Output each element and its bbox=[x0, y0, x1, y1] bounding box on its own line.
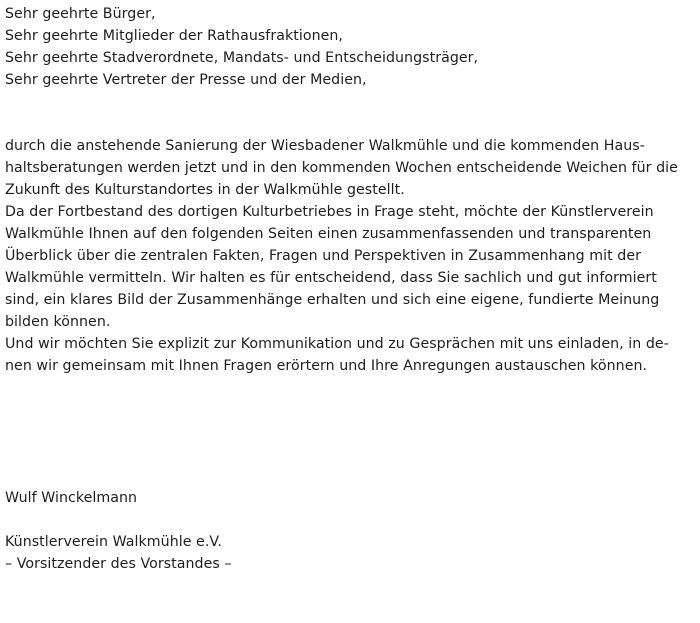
salutation-line: Sehr geehrte Bürger, bbox=[5, 6, 156, 22]
body-line: Walkmühle vermitteln. Wir halten es für entscheidend, dass Sie sachlich und gut informiert bbox=[5, 270, 657, 286]
signature-organization-block bbox=[5, 531, 693, 575]
body-line: nen wir gemeinsam mit Ihnen Fragen erörtern und Ihre Anregungen austauschen können. bbox=[5, 358, 648, 374]
signature-organization: Künstlerverein Walkmühle e.V. bbox=[5, 534, 222, 550]
body-line: Überblick über die zentralen Fakten, Fragen und Perspektiven in Zusammenhang mit der bbox=[5, 248, 641, 264]
body-line: bilden können. bbox=[5, 314, 111, 330]
salutation-line: Sehr geehrte Mitglieder der Rathausfraktionen, bbox=[5, 28, 343, 44]
signature-role: – Vorsitzender des Vorstandes – bbox=[5, 556, 232, 572]
salutation-line: Sehr geehrte Stadverordnete, Mandats- und Entscheidungsträger, bbox=[5, 50, 479, 66]
body-line: Und wir möchten Sie explizit zur Kommunikation und zu Gesprächen mit uns einladen, in de- bbox=[5, 336, 669, 352]
body-line: haltsberatungen werden jetzt und in den kommenden Wochen entscheidende Weichen für die bbox=[5, 160, 678, 176]
body-line: Zukunft des Kulturstandortes in der Walkmühle gestellt. bbox=[5, 182, 405, 198]
salutation-block bbox=[5, 3, 693, 91]
body-line: sind, ein klares Bild der Zusammenhänge erhalten und sich eine eigene, fundierte Meinung bbox=[5, 292, 660, 308]
body-line: Da der Fortbestand des dortigen Kulturbetriebes in Frage steht, möchte der Künstlerverein bbox=[5, 204, 654, 220]
body-line: durch die anstehende Sanierung der Wiesbadener Walkmühle und die kommenden Haus- bbox=[5, 138, 645, 154]
signature-name: Wulf Winckelmann bbox=[5, 490, 138, 506]
signature-name-block bbox=[5, 487, 693, 509]
body-line: Walkmühle Ihnen auf den folgenden Seiten einen zusammenfassenden und transparenten bbox=[5, 226, 652, 242]
salutation-line: Sehr geehrte Vertreter der Presse und der Medien, bbox=[5, 72, 367, 88]
letter-body bbox=[5, 135, 693, 377]
letter bbox=[5, 3, 693, 575]
